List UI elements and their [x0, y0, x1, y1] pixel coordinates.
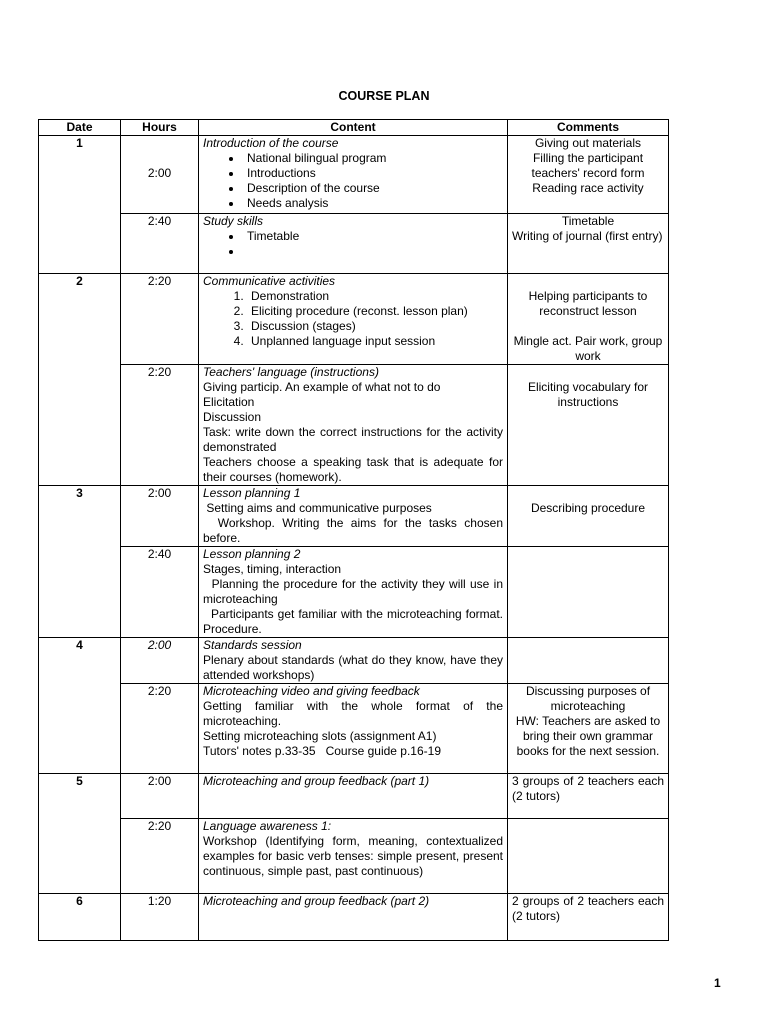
- comments-cell: [508, 365, 669, 486]
- table-row: [39, 774, 669, 819]
- hours-cell: [121, 819, 199, 894]
- list-item: 2. Eliciting procedure (reconst. lesson plan): [247, 304, 503, 319]
- content-line: Discussion: [203, 410, 262, 424]
- hours-cell: 2:00: [121, 486, 199, 547]
- numbered-list: [203, 289, 503, 349]
- comments-cell: [508, 214, 669, 274]
- session-heading: Standards session: [203, 638, 302, 652]
- content-line: Workshop. Writing the aims for the tasks chosen before.: [203, 516, 507, 545]
- table-row: [39, 684, 669, 774]
- content-line: Giving particip. An example of what not to do: [203, 380, 441, 394]
- comment-line: Helping participants to reconstruct lesson: [528, 289, 648, 318]
- header-date: Date: [39, 120, 121, 136]
- header-content: Content: [199, 120, 508, 136]
- content-cell: [199, 365, 508, 486]
- comments-cell: [508, 136, 669, 214]
- hours-cell: 2:20: [121, 274, 199, 365]
- comment-line: Writing of journal (first entry): [512, 229, 663, 243]
- document-title: COURSE PLAN: [338, 89, 430, 103]
- hours-cell: 2:20: [121, 684, 199, 774]
- session-heading: Language awareness 1:: [203, 819, 332, 833]
- comments-cell: [508, 684, 669, 774]
- date-cell: 5: [39, 774, 121, 894]
- comments-cell: [508, 774, 669, 819]
- table-row: [39, 638, 669, 684]
- comments-cell: [508, 547, 669, 638]
- list-item: 4. Unplanned language input session: [247, 334, 503, 349]
- session-heading: Microteaching video and giving feedback: [203, 684, 420, 698]
- session-heading: Communicative activities: [203, 274, 336, 288]
- content-line: Setting aims and communicative purposes: [203, 501, 432, 515]
- bullet-list: [203, 151, 503, 211]
- session-heading: Lesson planning 1: [203, 486, 301, 500]
- comment-line: Reading race activity: [532, 181, 644, 195]
- content-line: Participants get familiar with the microteaching format. Procedure.: [203, 607, 507, 636]
- list-item: 3. Discussion (stages): [247, 319, 503, 334]
- hours-cell: 1:20: [121, 894, 199, 941]
- table-row: [39, 136, 669, 214]
- hours-cell: 2:40: [121, 547, 199, 638]
- table-row: [39, 819, 669, 894]
- comment-line: Timetable: [561, 214, 615, 228]
- date-cell: 2: [39, 274, 121, 486]
- content-cell: [199, 684, 508, 774]
- comment-line: 2 groups of 2 teachers each (2 tutors): [512, 894, 664, 923]
- comment-line: Discussing purposes of microteaching: [525, 684, 651, 713]
- hours-cell: 2:40: [121, 214, 199, 274]
- bullet-list: [203, 229, 503, 259]
- comment-line: 3 groups of 2 teachers each (2 tutors): [512, 774, 664, 803]
- list-item: 1. Demonstration: [247, 289, 503, 304]
- content-line: Plenary about standards (what do they know, have they attended workshops): [203, 653, 503, 682]
- session-heading: Study skills: [203, 214, 264, 228]
- table-row: [39, 894, 669, 941]
- hours-value: 2:20: [147, 819, 172, 833]
- list-item: • Introductions: [243, 166, 503, 181]
- content-line: Setting microteaching slots (assignment A1): [203, 729, 437, 743]
- course-plan-table: [38, 119, 669, 941]
- content-line: Elicitation: [203, 395, 255, 409]
- comments-cell: [508, 486, 669, 547]
- table-header-row: [39, 120, 669, 136]
- hours-cell: 2:20: [121, 365, 199, 486]
- list-item: • Needs analysis: [243, 196, 503, 211]
- comment-line: Mingle act. Pair work, group work: [513, 334, 663, 363]
- comments-cell: [508, 274, 669, 365]
- session-heading: Lesson planning 2: [203, 547, 301, 561]
- date-cell: 1: [39, 136, 121, 274]
- comment-line: Giving out materials: [534, 136, 642, 150]
- hours-value: 2:00: [147, 166, 172, 180]
- header-hours: Hours: [121, 120, 199, 136]
- table-row: [39, 274, 669, 365]
- content-cell: [199, 819, 508, 894]
- comment-line: Filling the participant teachers' record form: [531, 151, 645, 180]
- hours-cell: 2:00: [121, 774, 199, 819]
- comment-line: Eliciting vocabulary for instructions: [527, 380, 649, 409]
- content-line: Tutors' notes p.33-35 Course guide p.16-19: [203, 744, 441, 758]
- date-cell: 4: [39, 638, 121, 774]
- content-line: Planning the procedure for the activity they will use in microteaching: [203, 577, 507, 606]
- table-row: [39, 486, 669, 547]
- page-number: 1: [714, 976, 721, 990]
- list-item: • National bilingual program: [243, 151, 503, 166]
- content-line: Workshop (Identifying form, meaning, contextualized examples for basic verb tenses: simple present, present continuous, simple past, past continuous): [203, 834, 503, 878]
- content-line: Teachers choose a speaking task that is adequate for their courses (homework).: [203, 455, 503, 484]
- content-cell: [199, 214, 508, 274]
- comments-cell: [508, 819, 669, 894]
- content-line: Task: write down the correct instructions for the activity demonstrated: [203, 425, 503, 454]
- comments-cell: [508, 894, 669, 941]
- table-row: [39, 547, 669, 638]
- content-cell: [199, 547, 508, 638]
- comment-line: Describing procedure: [530, 501, 646, 515]
- hours-cell: [121, 136, 199, 214]
- comment-line: HW: Teachers are asked to bring their own grammar books for the next session.: [515, 714, 661, 758]
- content-cell: [199, 136, 508, 214]
- content-cell: [199, 894, 508, 941]
- date-cell: 6: [39, 894, 121, 941]
- content-cell: [199, 638, 508, 684]
- content-line: Stages, timing, interaction: [203, 562, 342, 576]
- list-item: [243, 244, 503, 259]
- table-row: [39, 214, 669, 274]
- content-cell: [199, 486, 508, 547]
- session-heading: Microteaching and group feedback (part 1): [203, 774, 430, 788]
- content-cell: [199, 274, 508, 365]
- list-item: • Timetable: [243, 229, 503, 244]
- content-cell: [199, 774, 508, 819]
- header-comments: Comments: [508, 120, 669, 136]
- session-heading: Introduction of the course: [203, 136, 339, 150]
- table-row: [39, 365, 669, 486]
- list-item: • Description of the course: [243, 181, 503, 196]
- content-line: Getting familiar with the whole format of the microteaching.: [203, 699, 503, 728]
- session-heading: Teachers' language (instructions): [203, 365, 379, 379]
- comments-cell: [508, 638, 669, 684]
- date-cell: 3: [39, 486, 121, 638]
- session-heading: Microteaching and group feedback (part 2): [203, 894, 430, 908]
- hours-cell: 2:00: [121, 638, 199, 684]
